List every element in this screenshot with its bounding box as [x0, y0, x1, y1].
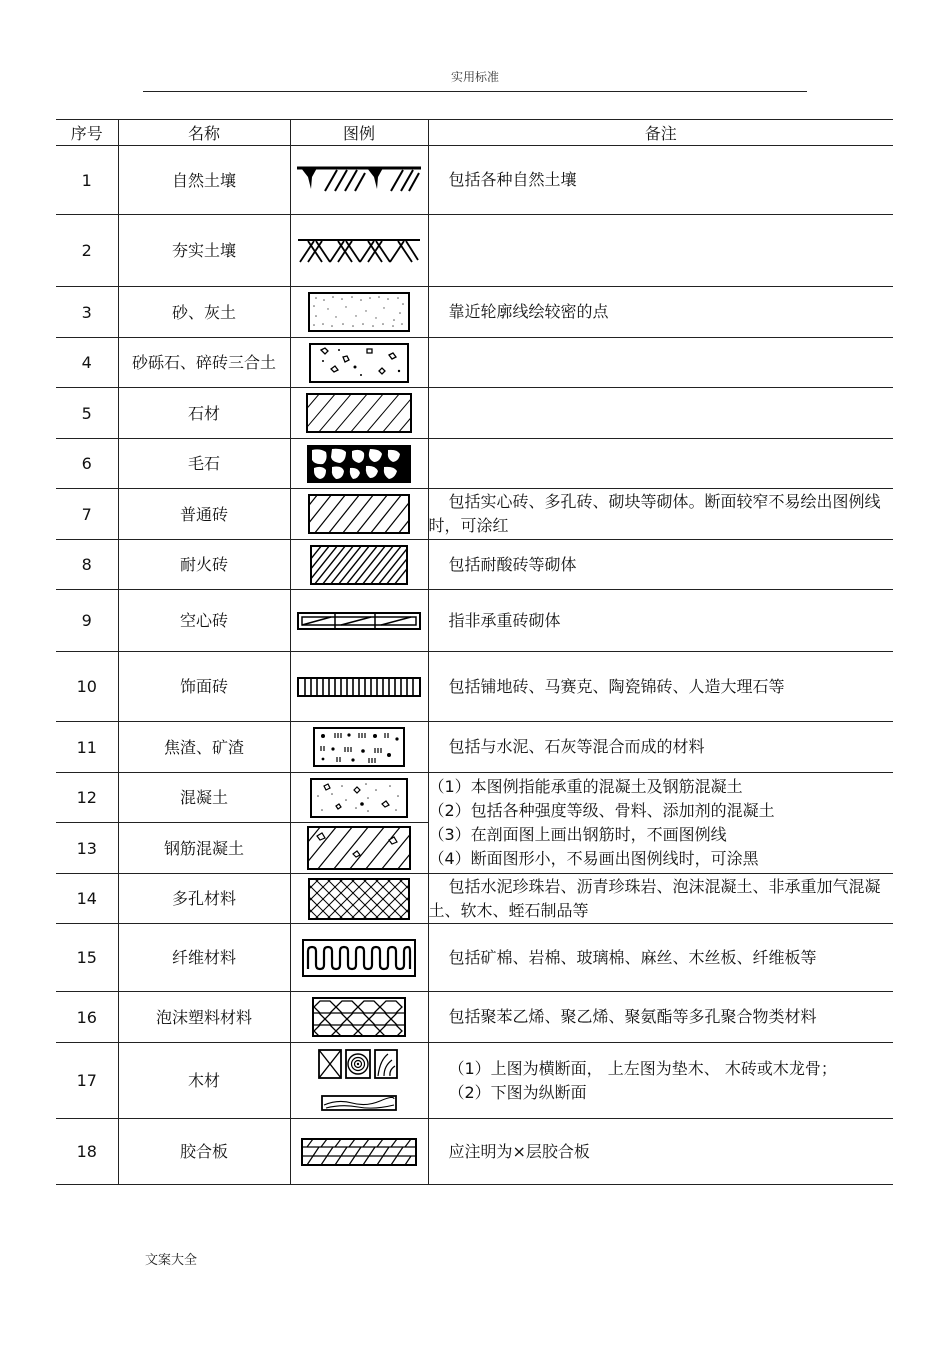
hollow-brick-symbol-icon — [290, 590, 428, 652]
table-row — [56, 992, 893, 1043]
row-number: 4 — [56, 338, 118, 388]
remarks-cell — [428, 388, 893, 439]
row-number: 11 — [56, 722, 118, 773]
material-name: 混凝土 — [118, 773, 290, 823]
table-row — [56, 489, 893, 540]
material-name: 泡沫塑料材料 — [118, 992, 290, 1043]
row-number: 5 — [56, 388, 118, 439]
remark-text: 包括各种自然土壤 — [448, 170, 577, 189]
natural-soil-symbol-icon — [290, 146, 428, 215]
remarks-cell — [428, 590, 893, 652]
remark-text: 包括耐酸砖等砌体 — [448, 554, 577, 574]
row-number: 9 — [56, 590, 118, 652]
remark-text: 应注明为×层胶合板 — [448, 1141, 590, 1161]
sand-lime-soil-symbol-icon — [290, 287, 428, 338]
remark-text: 包括铺地砖、马赛克、陶瓷锦砖、人造大理石等 — [448, 676, 785, 696]
material-name: 纤维材料 — [118, 924, 290, 992]
gravel-symbol-icon — [290, 338, 428, 388]
material-name: 多孔材料 — [118, 874, 290, 924]
remark-text: 包括矿棉、岩棉、玻璃棉、麻丝、木丝板、纤维板等 — [448, 947, 817, 967]
header-rule — [143, 91, 807, 92]
table-row — [56, 1043, 893, 1119]
table-row — [56, 388, 893, 439]
page-footer-text: 文案大全 — [145, 1253, 198, 1268]
row-number: 7 — [56, 489, 118, 540]
row-number: 16 — [56, 992, 118, 1043]
row-number: 12 — [56, 773, 118, 823]
table-row — [56, 338, 893, 388]
material-name: 自然土壤 — [118, 146, 290, 215]
firebrick-symbol-icon — [290, 540, 428, 590]
remark-line: （1）上图为横断面， 上左图为垫木、 木砖或木龙骨； — [448, 1058, 837, 1078]
row-number: 18 — [56, 1119, 118, 1185]
row-number: 6 — [56, 439, 118, 489]
concrete-symbol-icon — [290, 773, 428, 823]
table-row — [56, 540, 893, 590]
remarks-cell — [428, 992, 893, 1043]
table-row — [56, 773, 893, 823]
column-header-number: 序号 — [56, 120, 118, 146]
row-number: 13 — [56, 823, 118, 874]
remarks-cell — [428, 722, 893, 773]
remark-line: （2）下图为纵断面 — [448, 1082, 587, 1102]
row-number: 1 — [56, 146, 118, 215]
table-row — [56, 439, 893, 489]
plywood-symbol-icon — [290, 1119, 428, 1185]
material-name: 钢筋混凝土 — [118, 823, 290, 874]
slag-symbol-icon — [290, 722, 428, 773]
remark-text: 包括与水泥、石灰等混合而成的材料 — [448, 737, 705, 756]
remark-text: 靠近轮廓线绘较密的点 — [448, 302, 609, 321]
table-row — [56, 874, 893, 924]
row-number: 14 — [56, 874, 118, 924]
material-name: 夯实土壤 — [118, 215, 290, 287]
rubble-stone-symbol-icon — [290, 439, 428, 489]
column-header-remarks: 备注 — [428, 120, 893, 146]
material-name: 耐火砖 — [118, 540, 290, 590]
row-number: 10 — [56, 652, 118, 722]
reinforced-concrete-symbol-icon — [290, 823, 428, 874]
material-name: 毛石 — [118, 439, 290, 489]
material-name: 胶合板 — [118, 1119, 290, 1185]
wood-symbol-icon — [290, 1043, 428, 1119]
material-name: 空心砖 — [118, 590, 290, 652]
remark-text: 包括聚苯乙烯、聚乙烯、聚氨酯等多孔聚合物类材料 — [448, 1007, 817, 1026]
remark-line: （2）包括各种强度等级、骨料、添加剂的混凝土 — [428, 801, 775, 820]
remarks-cell — [428, 439, 893, 489]
remarks-cell — [428, 1119, 893, 1185]
remark-line: （4）断面图形小，不易画出图例线时，可涂黑 — [428, 849, 759, 868]
row-number: 8 — [56, 540, 118, 590]
column-header-legend: 图例 — [290, 120, 428, 146]
material-name: 木材 — [118, 1043, 290, 1119]
table-row — [56, 215, 893, 287]
rammed-soil-symbol-icon — [290, 215, 428, 287]
concrete-remarks-cell — [428, 773, 893, 874]
remark-text: 指非承重砖砌体 — [448, 610, 561, 630]
row-number: 17 — [56, 1043, 118, 1119]
material-name: 焦渣、矿渣 — [118, 722, 290, 773]
remark-line: （1）本图例指能承重的混凝土及钢筋混凝土 — [428, 777, 743, 796]
remark-text: 包括水泥珍珠岩、沥青珍珠岩、泡沫混凝土、非承重加气混凝土、软木、蛭石制品等 — [428, 876, 881, 920]
remarks-cell — [428, 146, 893, 215]
row-number: 2 — [56, 215, 118, 287]
foam-plastic-symbol-icon — [290, 992, 428, 1043]
material-name: 饰面砖 — [118, 652, 290, 722]
facing-tile-symbol-icon — [290, 652, 428, 722]
remarks-cell — [428, 287, 893, 338]
remarks-cell — [428, 924, 893, 992]
material-name: 石材 — [118, 388, 290, 439]
row-number: 15 — [56, 924, 118, 992]
remarks-cell — [428, 652, 893, 722]
table-row — [56, 652, 893, 722]
remark-line: （3）在剖面图上画出钢筋时，不画图例线 — [428, 825, 727, 844]
remarks-cell — [428, 338, 893, 388]
material-name: 砂、灰土 — [118, 287, 290, 338]
remark-text: 包括实心砖、多孔砖、砌块等砌体。断面较窄不易绘出图例线时，可涂红 — [428, 492, 881, 535]
material-name: 砂砾石、碎砖三合土 — [118, 338, 290, 388]
table-row — [56, 146, 893, 215]
page-header-title: 实用标准 — [450, 70, 499, 84]
table-row — [56, 590, 893, 652]
material-name: 普通砖 — [118, 489, 290, 540]
material-legend-table — [56, 119, 893, 1185]
remarks-cell — [428, 1043, 893, 1119]
stone-symbol-icon — [290, 388, 428, 439]
common-brick-symbol-icon — [290, 489, 428, 540]
porous-material-symbol-icon — [290, 874, 428, 924]
row-number: 3 — [56, 287, 118, 338]
table-row — [56, 722, 893, 773]
remarks-cell — [428, 540, 893, 590]
remarks-cell — [428, 489, 893, 540]
column-header-name: 名称 — [118, 120, 290, 146]
fiber-material-symbol-icon — [290, 924, 428, 992]
remarks-cell — [428, 874, 893, 924]
remarks-cell — [428, 215, 893, 287]
table-row — [56, 1119, 893, 1185]
table-header-row — [56, 120, 893, 146]
table-row — [56, 924, 893, 992]
table-row — [56, 287, 893, 338]
